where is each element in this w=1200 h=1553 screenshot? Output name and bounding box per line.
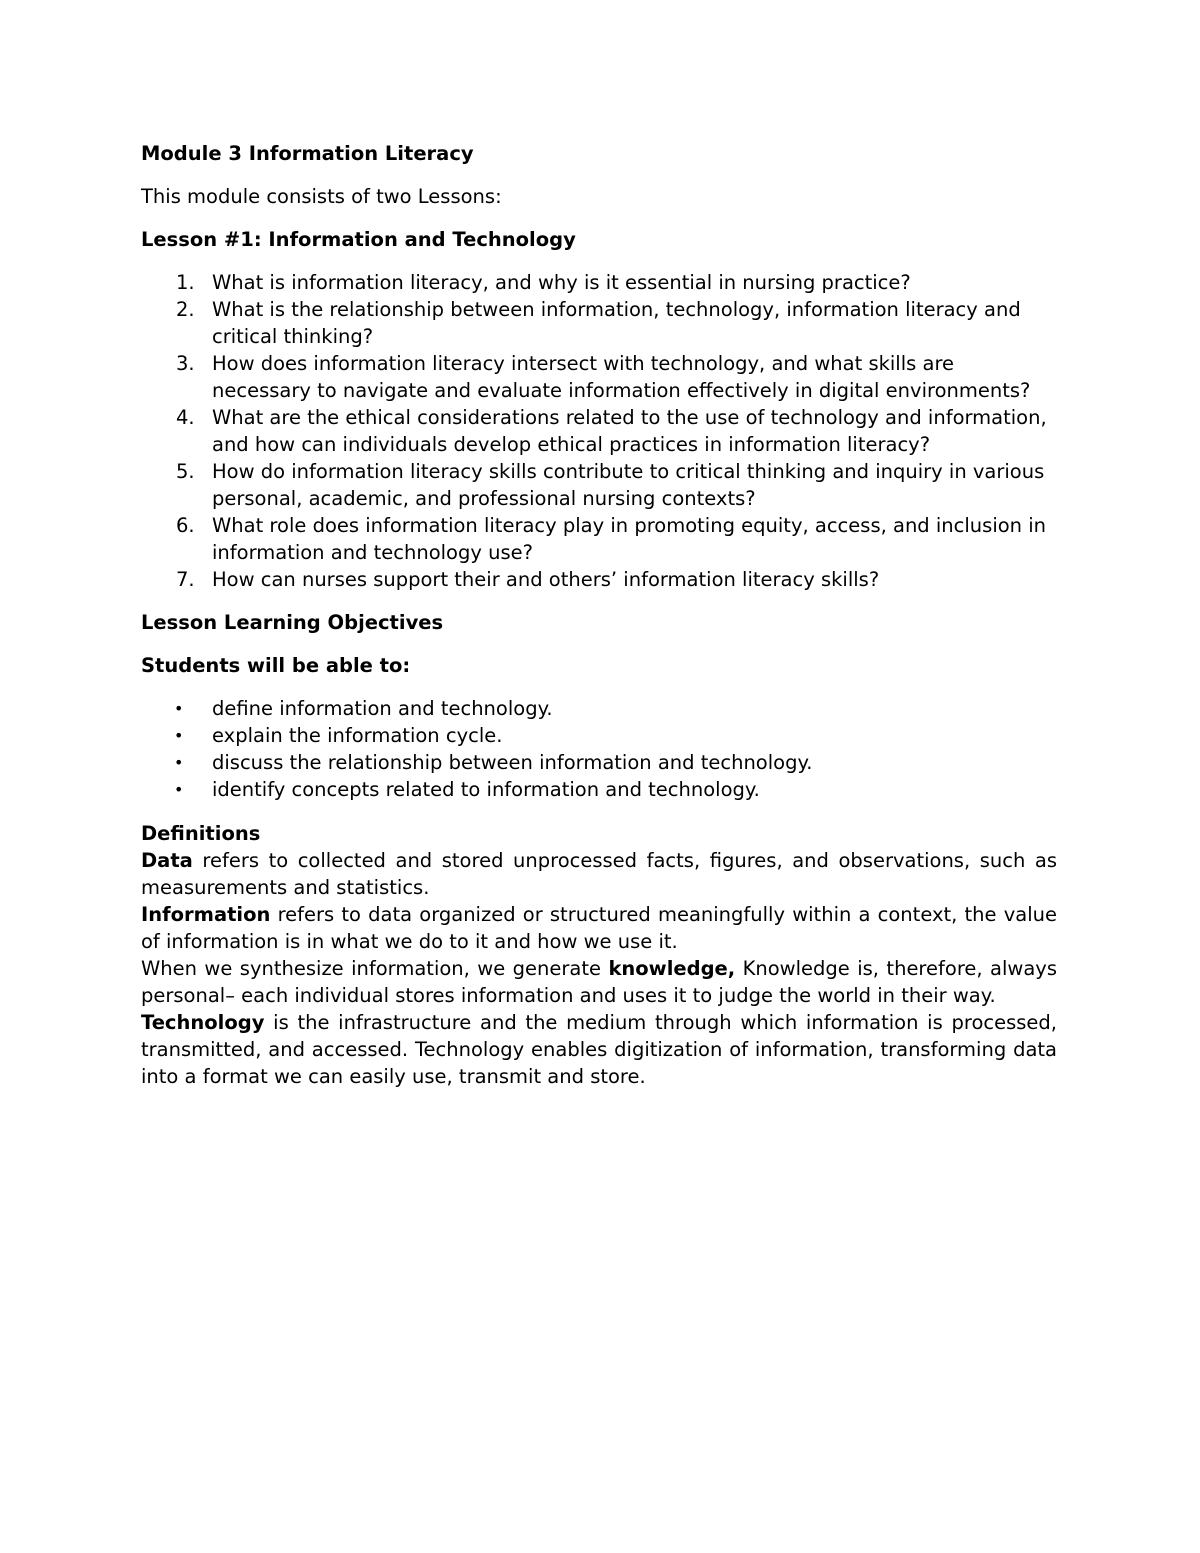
term-technology: Technology — [141, 1011, 265, 1034]
definitions-section — [141, 820, 1057, 1090]
objectives-heading: Lesson Learning Objectives — [141, 611, 444, 634]
list-item — [141, 296, 1057, 350]
question-text: What is information literacy, and why is it essential in nursing practice? — [212, 271, 911, 294]
list-item — [141, 350, 1057, 404]
definitions-heading: Definitions — [141, 822, 261, 845]
question-text: How do information literacy skills contribute to critical thinking and inquiry in various personal, academic, and professional nursing contexts? — [212, 460, 1045, 510]
question-text: How can nurses support their and others’ information literacy skills? — [212, 568, 880, 591]
definition-text: When we synthesize information, we generate — [141, 957, 609, 980]
list-item — [141, 695, 1057, 722]
list-number: 3. — [176, 352, 195, 375]
question-text: What role does information literacy play in promoting equity, access, and inclusion in information and technology use? — [212, 514, 1046, 564]
bullet-icon: • — [174, 780, 184, 799]
definition-knowledge — [141, 955, 1057, 1009]
list-number: 2. — [176, 298, 195, 321]
list-item — [141, 722, 1057, 749]
objectives-list — [141, 695, 1057, 803]
objective-text: discuss the relationship between information and technology. — [212, 751, 813, 774]
objective-text: explain the information cycle. — [212, 724, 503, 747]
list-item — [141, 566, 1057, 593]
list-number: 1. — [176, 271, 195, 294]
list-item — [141, 512, 1057, 566]
intro-text: This module consists of two Lessons: — [141, 185, 502, 208]
list-item — [141, 404, 1057, 458]
list-item — [141, 776, 1057, 803]
bullet-icon: • — [174, 699, 184, 718]
students-heading: Students will be able to: — [141, 654, 411, 677]
bullet-icon: • — [174, 753, 184, 772]
list-number: 4. — [176, 406, 195, 429]
list-number: 5. — [176, 460, 195, 483]
question-text: What are the ethical considerations related to the use of technology and information, and how can individuals develop ethical practices in information literacy? — [212, 406, 1047, 456]
definition-information — [141, 901, 1057, 955]
definition-text: is the infrastructure and the medium through which information is processed, transmitted, and accessed. Technology enables digitization of information, transforming data into a format we can easily use, transmit and store. — [141, 1011, 1057, 1088]
definition-text: refers to data organized or structured meaningfully within a context, the value of information is in what we do to it and how we use it. — [141, 903, 1057, 953]
question-text: What is the relationship between information, technology, information literacy and critical thinking? — [212, 298, 1021, 348]
objective-text: define information and technology. — [212, 697, 553, 720]
list-item — [141, 458, 1057, 512]
page-title: Module 3 Information Literacy — [141, 142, 474, 165]
term-information: Information — [141, 903, 271, 926]
term-knowledge: knowledge, — [608, 957, 736, 980]
document-page — [141, 140, 1057, 1090]
lesson-heading: Lesson #1: Information and Technology — [141, 228, 576, 251]
definition-technology — [141, 1009, 1057, 1090]
list-number: 6. — [176, 514, 195, 537]
list-number: 7. — [176, 568, 195, 591]
term-data: Data — [141, 849, 193, 872]
list-item — [141, 269, 1057, 296]
definition-data — [141, 847, 1057, 901]
objective-text: identify concepts related to information and technology. — [212, 778, 760, 801]
bullet-icon: • — [174, 726, 184, 745]
questions-list — [141, 269, 1057, 593]
definition-text: refers to collected and stored unprocessed facts, figures, and observations, such as measurements and statistics. — [141, 849, 1057, 899]
list-item — [141, 749, 1057, 776]
question-text: How does information literacy intersect with technology, and what skills are necessary to navigate and evaluate information effectively in digital environments? — [212, 352, 1031, 402]
definition-text: Knowledge is, therefore, always personal– each individual stores information and uses it to judge the world in their way. — [141, 957, 1057, 1007]
